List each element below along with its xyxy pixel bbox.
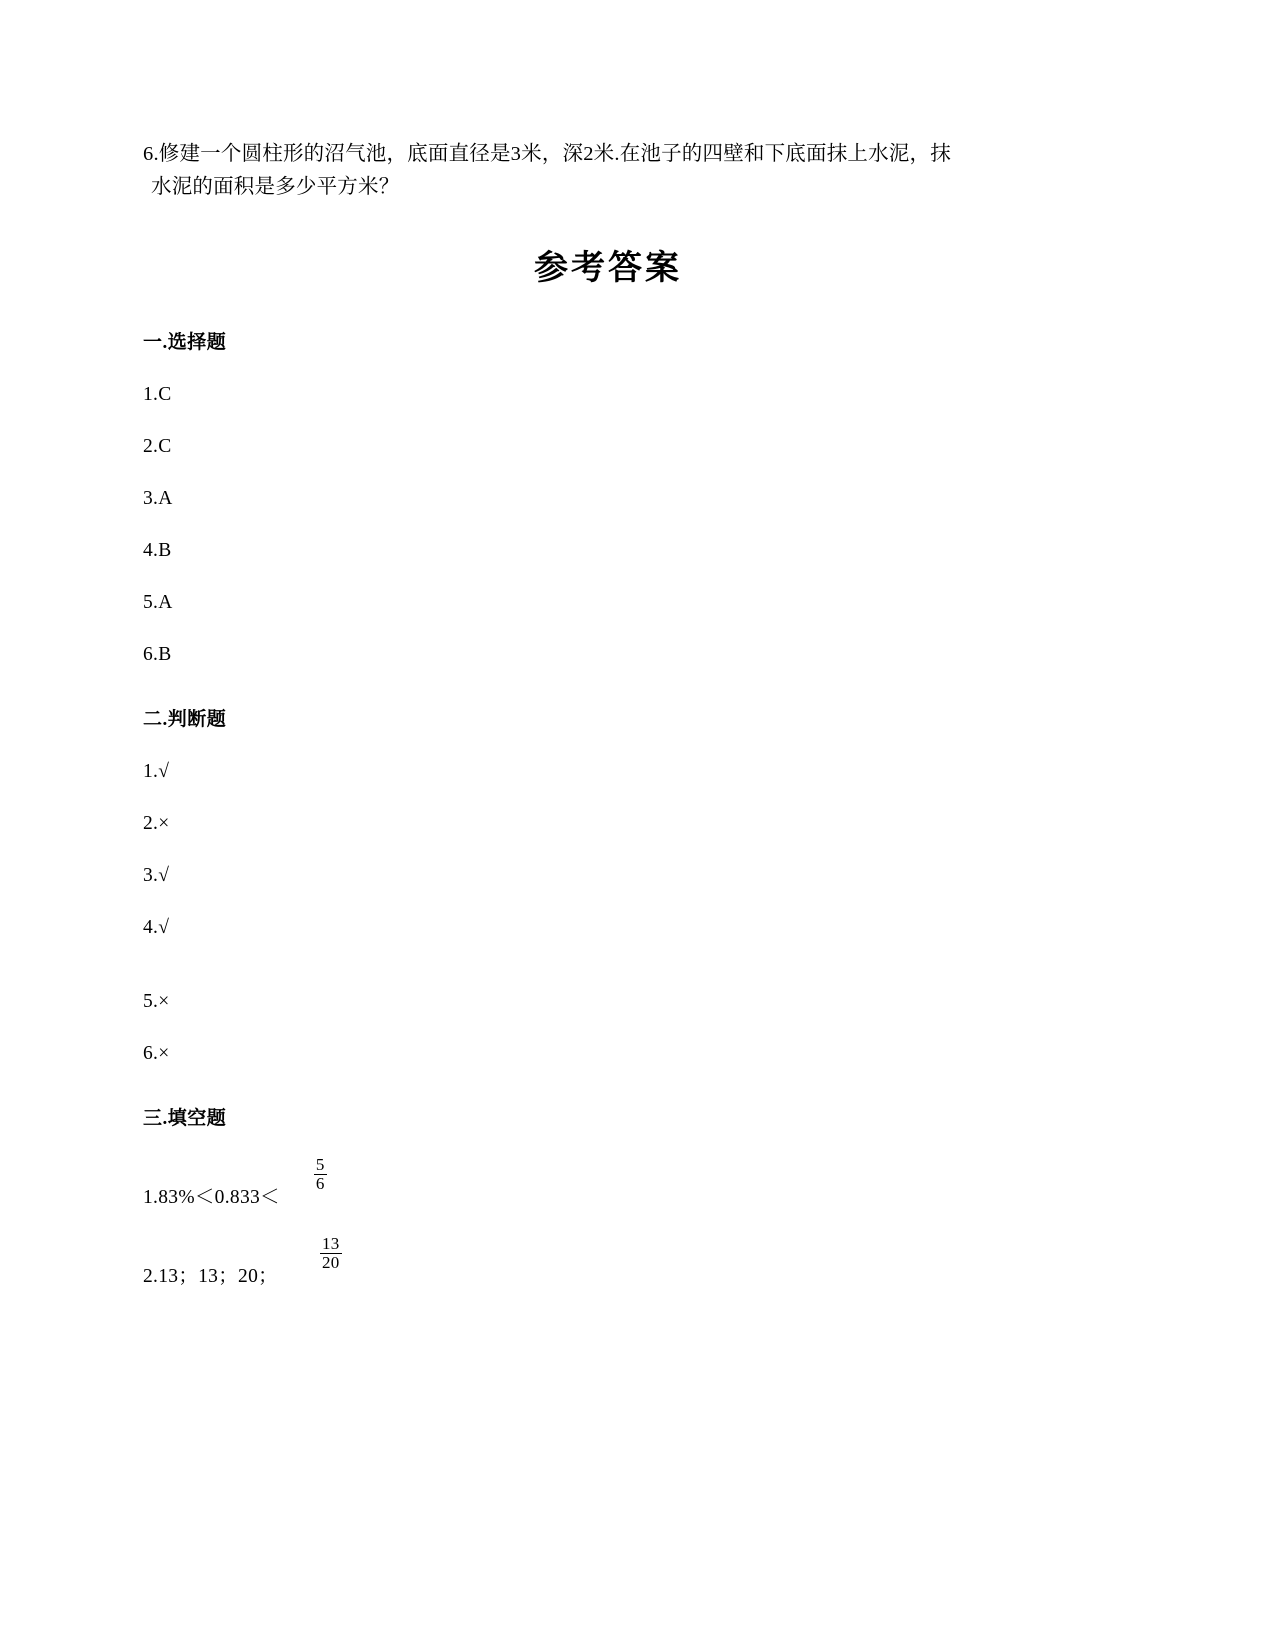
answer-item: 2.×: [143, 813, 170, 835]
fraction-five-sixths: [314, 1156, 327, 1193]
answer-item-text: 2.13；13；20；: [143, 1265, 278, 1287]
answers-title: 参考答案: [534, 250, 682, 288]
answer-item-fill-1: [143, 1155, 1073, 1209]
answer-item: 6.×: [143, 1043, 170, 1065]
answer-item: 5.A: [143, 592, 173, 614]
answer-item-text: 1.83%＜0.833＜: [143, 1187, 280, 1209]
fraction-numerator: 5: [315, 1155, 325, 1175]
answer-item: 1.C: [143, 384, 172, 406]
question-6-line1: 6.: [143, 143, 159, 165]
fraction-denominator: 20: [321, 1252, 340, 1272]
answer-item: 1.√: [143, 761, 170, 783]
question-6-text: 修建一个圆柱形的沼气池，底面直径是3米，深2米.在池子的四壁和下底面抹上水泥，抹: [158, 143, 951, 165]
answer-item: 3.√: [143, 865, 170, 887]
answer-item: 5.×: [143, 991, 170, 1013]
document-content: [143, 0, 1073, 1288]
answer-item-fill-2: [143, 1234, 1073, 1288]
fraction-numerator: 13: [321, 1234, 340, 1254]
fraction-thirteen-twentieths: [320, 1235, 342, 1272]
question-6-line2: 水泥的面积是多少平方米？: [151, 176, 400, 199]
section-heading-choice: 一.选择题: [143, 332, 227, 354]
section-heading-truefalse: 二.判断题: [143, 709, 227, 731]
answer-item: 4.B: [143, 540, 172, 562]
answer-item: 2.C: [143, 436, 172, 458]
section-heading-fillblank: 三.填空题: [143, 1108, 227, 1130]
answer-item: 6.B: [143, 644, 172, 666]
answer-item: 3.A: [143, 488, 173, 510]
answer-item: 4.√: [143, 917, 170, 939]
fraction-denominator: 6: [315, 1174, 325, 1194]
question-6: [143, 138, 1073, 204]
